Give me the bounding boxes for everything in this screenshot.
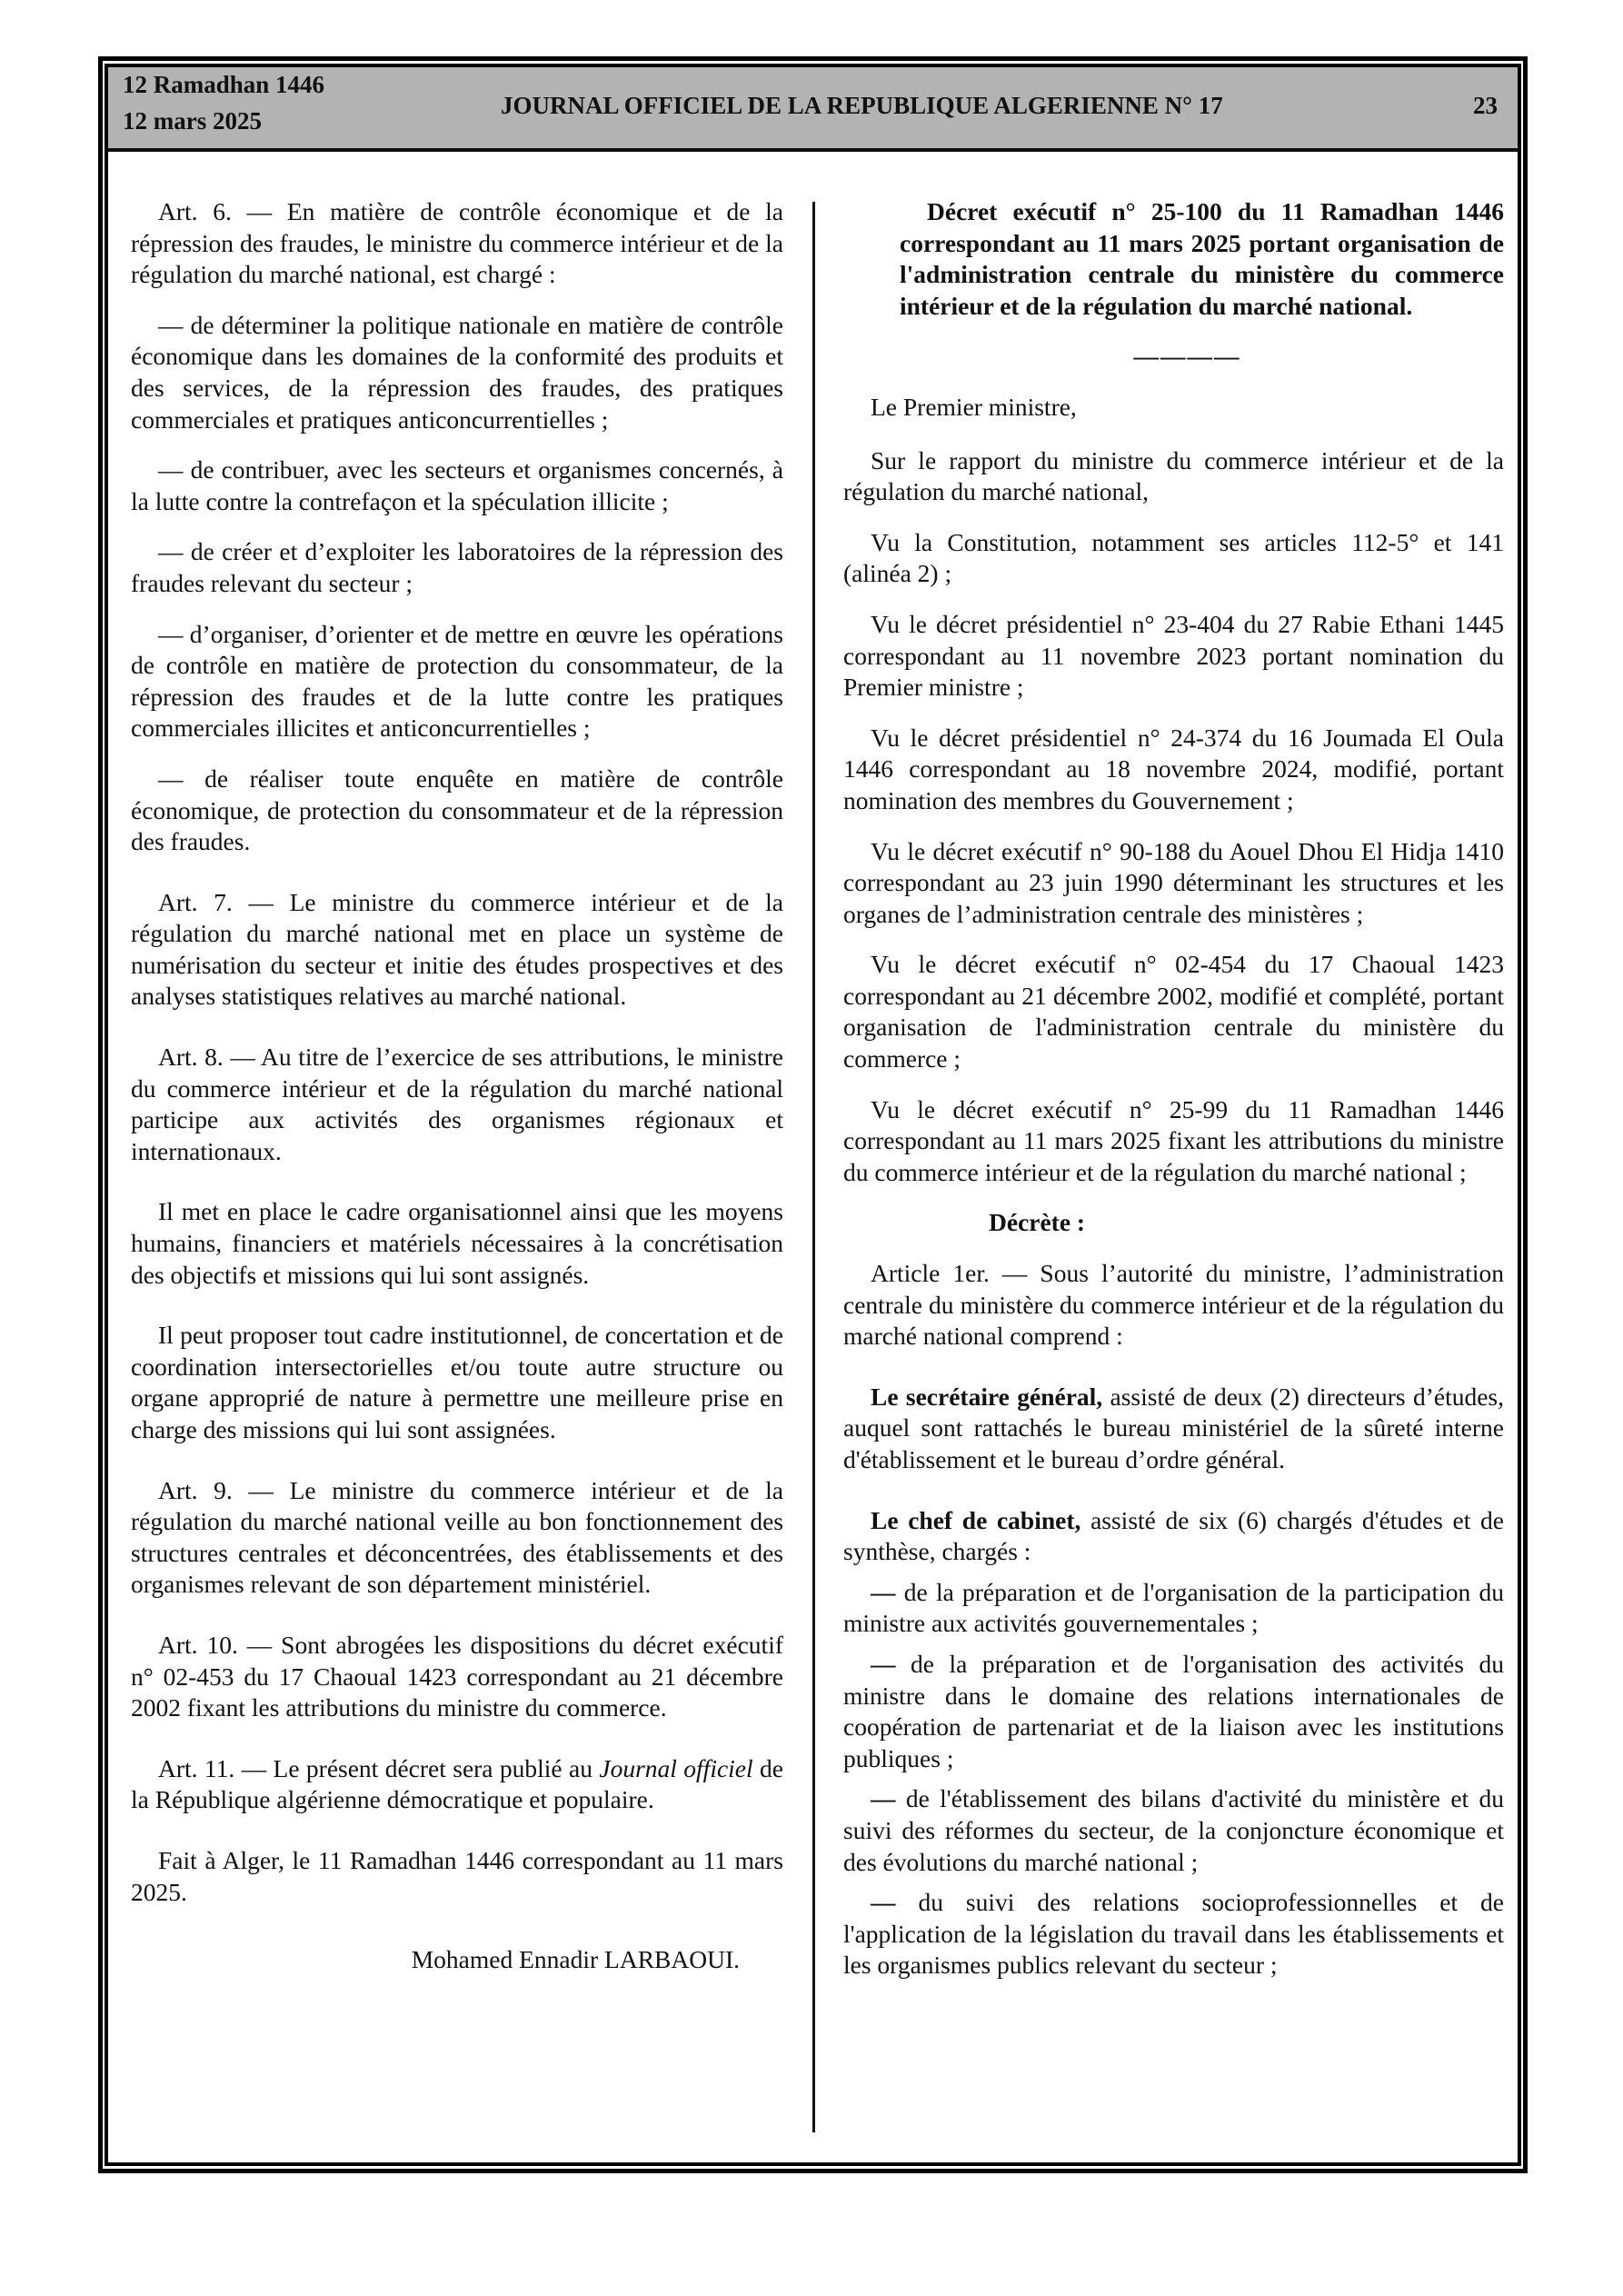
visa: Sur le rapport du ministre du commerce intérieur et de la régulation du marché national, <box>843 445 1504 506</box>
chief-of-staff-paragraph <box>843 1505 1504 1568</box>
visa: Vu le décret présidentiel n° 24-374 du 16 Joumada El Oula 1446 correspondant au 18 novembre 2024, modifié, portant nomination des membres du Gouvernement ; <box>843 723 1504 814</box>
page-header <box>108 67 1518 152</box>
article-6-item: — de déterminer la politique nationale en matière de contrôle économique dans les domaines de la conformité des produits et des services, de la répression des fraudes, des pratiques commerciales et pratiques anticoncurrentielles ; <box>131 310 783 434</box>
item-text: de la préparation et de l'organisation des activités du ministre dans le domaine des relations internationales de coopération de partenariat et de la liaison avec les institutions publiques ; <box>843 1649 1504 1772</box>
visa: Vu le décret présidentiel n° 23-404 du 27 Rabie Ethani 1445 correspondant au 11 novembre 2023 portant nomination du Premier ministre ; <box>843 609 1504 702</box>
article-6-item: — de contribuer, avec les secteurs et organismes concernés, à la lutte contre la contrefaçon et la spéculation illicite ; <box>131 455 783 515</box>
column-divider <box>812 202 815 2132</box>
dash-icon: — <box>871 1784 896 1813</box>
secretary-general-label: Le secrétaire général, <box>871 1382 1103 1411</box>
header-hijri-date: 12 Ramadhan 1446 <box>123 71 325 98</box>
done-at: Fait à Alger, le 11 Ramadhan 1446 correspondant au 11 mars 2025. <box>131 1845 783 1906</box>
article-11-text-end: de la République algérienne démocratique et populaire. <box>131 1753 783 1814</box>
article-6-item: — de réaliser toute enquête en matière de contrôle économique, de protection du consommateur et de la répression des fraudes. <box>131 764 783 856</box>
dash-icon: — <box>871 1888 896 1917</box>
chief-of-staff-item <box>843 1577 1504 1640</box>
journal-officiel-reference: Journal officiel <box>599 1753 753 1782</box>
item-text: de la préparation et de l'organisation de la participation du ministre aux activités gouvernementales ; <box>843 1577 1505 1638</box>
chief-of-staff-label: Le chef de cabinet, <box>871 1505 1081 1534</box>
header-gregorian-date: 12 mars 2025 <box>123 107 262 135</box>
premier-ministre: Le Premier ministre, <box>871 392 1077 421</box>
article-8-paragraph-2: Il met en place le cadre organisationnel ainsi que les moyens humains, financiers et matériels nécessaires à la concrétisation des objectifs et missions qui lui sont assignés. <box>131 1197 783 1289</box>
title-separator: ———— <box>1133 342 1241 371</box>
secretary-general-text: assisté de deux (2) directeurs d’études, auquel sont rattachés le bureau ministériel de la sûreté interne d'établissement et le bureau d’ordre général. <box>843 1382 1504 1473</box>
header-page-number: 23 <box>1473 92 1498 119</box>
header-journal-title: JOURNAL OFFICIEL DE LA REPUBLIQUE ALGERIENNE N° 17 <box>501 92 1223 119</box>
dash-icon: — <box>871 1649 896 1678</box>
article-6-item: — de créer et d’exploiter les laboratoires de la répression des fraudes relevant du secteur ; <box>131 537 783 597</box>
article-1: Article 1er. — Sous l’autorité du ministre, l’administration centrale du ministère du commerce intérieur et de la régulation du marché national comprend : <box>843 1259 1504 1351</box>
article-6-intro: Art. 6. — En matière de contrôle économique et de la répression des fraudes, le ministre du commerce intérieur et de la régulation du marché national, est chargé : <box>131 197 783 289</box>
article-11-text: Art. 11. — Le présent décret sera publié au <box>158 1753 600 1782</box>
article-10: Art. 10. — Sont abrogées les dispositions du décret exécutif n° 02-453 du 17 Chaoual 1423 correspondant au 21 décembre 2002 fixant les attributions du ministre du commerce. <box>131 1630 783 1722</box>
article-9: Art. 9. — Le ministre du commerce intérieur et de la régulation du marché national veille au bon fonctionnement des structures centrales et déconcentrées, des établissements et des organismes relevant de son département ministériel. <box>131 1475 783 1599</box>
visa: Vu le décret exécutif n° 25-99 du 11 Ramadhan 1446 correspondant au 11 mars 2025 fixant les attributions du ministre du commerce intérieur et de la régulation du marché national ; <box>843 1094 1504 1186</box>
right-column <box>843 196 1504 1991</box>
decree-title: Décret exécutif n° 25-100 du 11 Ramadhan 1446 correspondant au 11 mars 2025 portant organisation de l'administration centrale du ministère du commerce intérieur et de la régulation du marché national. <box>900 197 1504 320</box>
article-8: Art. 8. — Au titre de l’exercice de ses attributions, le ministre du commerce intérieur et de la régulation du marché national participe aux activités des organismes régionaux et internationaux. <box>131 1043 783 1165</box>
chief-of-staff-item <box>843 1649 1504 1774</box>
chief-of-staff-text: assisté de six (6) chargés d'études et de synthèse, chargés : <box>843 1505 1504 1566</box>
article-11 <box>131 1753 783 1816</box>
secretary-general-paragraph <box>843 1382 1504 1476</box>
item-text: de l'établissement des bilans d'activité du ministère et du suivi des réformes du secteur, de la conjoncture économique et des évolutions du marché national ; <box>843 1784 1505 1876</box>
article-8-paragraph-3: Il peut proposer tout cadre institutionnel, de concertation et de coordination intersectorielles et/ou toute autre structure ou organe approprié de nature à permettre une meilleure prise en charge des missions qui lui sont assignées. <box>131 1321 783 1443</box>
visa: Vu la Constitution, notamment ses articles 112-5° et 141 (alinéa 2) ; <box>843 527 1504 588</box>
signature: Mohamed Ennadir LARBAOUI. <box>411 1945 740 1974</box>
article-6-item: — d’organiser, d’orienter et de mettre en œuvre les opérations de contrôle en matière de protection du consommateur, de la répression des fraudes et de la lutte contre les pratiques commerciales illicites et anticoncurrentielles ; <box>131 619 783 743</box>
item-text: du suivi des relations socioprofessionnelles et de l'application de la législation du travail dans les établissements et les organismes publics relevant du secteur ; <box>843 1888 1504 1980</box>
dash-icon: — <box>871 1577 896 1606</box>
decrete-heading: Décrète : <box>989 1208 1086 1237</box>
visa: Vu le décret exécutif n° 02-454 du 17 Chaoual 1423 correspondant au 21 décembre 2002, modifié et complété, portant organisation de l'administration centrale du ministère du commerce ; <box>843 950 1504 1073</box>
left-column <box>131 196 783 1995</box>
chief-of-staff-item <box>843 1783 1504 1878</box>
article-7: Art. 7. — Le ministre du commerce intérieur et de la régulation du marché national met en place un système de numérisation du secteur et initie des études prospectives et des analyses statistiques relatives au marché national. <box>131 887 783 1011</box>
chief-of-staff-item <box>843 1887 1504 1982</box>
visa: Vu le décret exécutif n° 90-188 du Aouel Dhou El Hidja 1410 correspondant au 23 juin 1990 déterminant les structures et les organes de l’administration centrale des ministères ; <box>843 836 1504 928</box>
